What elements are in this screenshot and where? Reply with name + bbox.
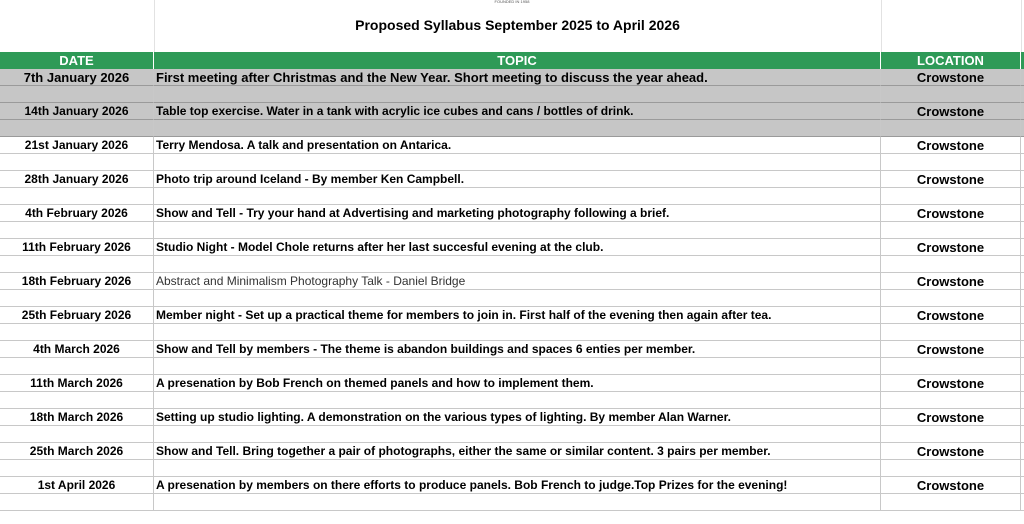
empty-cell	[154, 120, 881, 137]
spacer-row	[0, 120, 1024, 137]
empty-cell	[881, 188, 1021, 205]
empty-cell	[0, 426, 154, 443]
empty-cell	[154, 290, 881, 307]
grid-line	[881, 0, 882, 52]
spacer-row	[0, 324, 1024, 341]
empty-cell	[881, 120, 1021, 137]
topic-cell: Show and Tell. Bring together a pair of photographs, either the same or similar content. 3 pairs per member.	[154, 443, 881, 460]
location-column-header: LOCATION	[881, 52, 1021, 69]
location-cell: Crowstone	[881, 409, 1021, 426]
date-cell: 28th January 2026	[0, 171, 154, 188]
spacer-row	[0, 460, 1024, 477]
location-cell: Crowstone	[881, 205, 1021, 222]
empty-cell	[154, 188, 881, 205]
table-row	[0, 409, 1024, 426]
spacer-row	[0, 222, 1024, 239]
empty-cell	[881, 460, 1021, 477]
empty-cell	[0, 290, 154, 307]
empty-cell	[881, 256, 1021, 273]
empty-cell	[154, 86, 881, 103]
club-founded-text: FOUNDED IN 1958	[494, 0, 530, 4]
date-cell: 25th March 2026	[0, 443, 154, 460]
location-cell: Crowstone	[881, 341, 1021, 358]
empty-cell	[881, 222, 1021, 239]
syllabus-table	[0, 52, 1024, 511]
empty-cell	[154, 494, 881, 511]
table-body	[0, 69, 1024, 511]
empty-cell	[881, 358, 1021, 375]
date-cell: 14th January 2026	[0, 103, 154, 120]
table-row	[0, 375, 1024, 392]
empty-cell	[881, 154, 1021, 171]
date-cell: 1st April 2026	[0, 477, 154, 494]
topic-cell: Table top exercise. Water in a tank with acrylic ice cubes and cans / bottles of drink.	[154, 103, 881, 120]
table-row	[0, 171, 1024, 188]
topic-cell: First meeting after Christmas and the New Year. Short meeting to discuss the year ahead.	[154, 69, 881, 86]
location-cell: Crowstone	[881, 273, 1021, 290]
topic-cell: Setting up studio lighting. A demonstration on the various types of lighting. By member Alan Warner.	[154, 409, 881, 426]
date-cell: 18th February 2026	[0, 273, 154, 290]
empty-cell	[881, 324, 1021, 341]
table-row	[0, 341, 1024, 358]
date-cell: 18th March 2026	[0, 409, 154, 426]
topic-column-header: TOPIC	[154, 52, 881, 69]
empty-cell	[0, 222, 154, 239]
empty-cell	[0, 392, 154, 409]
empty-cell	[154, 460, 881, 477]
empty-cell	[154, 426, 881, 443]
date-column-header: DATE	[0, 52, 154, 69]
table-row	[0, 137, 1024, 154]
location-cell: Crowstone	[881, 375, 1021, 392]
location-cell: Crowstone	[881, 443, 1021, 460]
location-cell: Crowstone	[881, 307, 1021, 324]
empty-cell	[0, 460, 154, 477]
date-cell: 7th January 2026	[0, 69, 154, 86]
topic-cell: A presenation by Bob French on themed panels and how to implement them.	[154, 375, 881, 392]
spacer-row	[0, 494, 1024, 511]
empty-cell	[154, 324, 881, 341]
empty-cell	[0, 86, 154, 103]
topic-cell: Studio Night - Model Chole returns after her last succesful evening at the club.	[154, 239, 881, 256]
spacer-row	[0, 392, 1024, 409]
location-cell: Crowstone	[881, 103, 1021, 120]
empty-cell	[881, 494, 1021, 511]
location-cell: Crowstone	[881, 69, 1021, 86]
table-row	[0, 239, 1024, 256]
empty-cell	[154, 358, 881, 375]
topic-cell: Terry Mendosa. A talk and presentation on Antarica.	[154, 137, 881, 154]
table-row	[0, 307, 1024, 324]
empty-cell	[154, 222, 881, 239]
empty-cell	[154, 256, 881, 273]
spacer-row	[0, 426, 1024, 443]
empty-cell	[0, 358, 154, 375]
topic-cell: Abstract and Minimalism Photography Talk - Daniel Bridge	[154, 273, 881, 290]
empty-cell	[154, 392, 881, 409]
table-row	[0, 443, 1024, 460]
table-row	[0, 205, 1024, 222]
spacer-row	[0, 358, 1024, 375]
topic-cell: Show and Tell - Try your hand at Advertising and marketing photography following a brief.	[154, 205, 881, 222]
topic-cell: Show and Tell by members - The theme is abandon buildings and spaces 6 enties per member.	[154, 341, 881, 358]
empty-cell	[0, 188, 154, 205]
topic-cell: Photo trip around Iceland - By member Ken Campbell.	[154, 171, 881, 188]
empty-cell	[0, 494, 154, 511]
topic-cell: Member night - Set up a practical theme for members to join in. First half of the evening then again after tea.	[154, 307, 881, 324]
page-title: Proposed Syllabus September 2025 to April 2026	[355, 17, 680, 33]
empty-cell	[881, 86, 1021, 103]
empty-cell	[0, 324, 154, 341]
date-cell: 21st January 2026	[0, 137, 154, 154]
date-cell: 4th March 2026	[0, 341, 154, 358]
empty-cell	[0, 256, 154, 273]
empty-cell	[881, 392, 1021, 409]
date-cell: 11th February 2026	[0, 239, 154, 256]
table-row	[0, 69, 1024, 86]
spacer-row	[0, 86, 1024, 103]
empty-cell	[881, 290, 1021, 307]
location-cell: Crowstone	[881, 171, 1021, 188]
date-cell: 11th March 2026	[0, 375, 154, 392]
table-row	[0, 273, 1024, 290]
table-row	[0, 103, 1024, 120]
spacer-row	[0, 188, 1024, 205]
location-cell: Crowstone	[881, 477, 1021, 494]
empty-cell	[0, 154, 154, 171]
empty-cell	[0, 120, 154, 137]
location-cell: Crowstone	[881, 137, 1021, 154]
empty-cell	[881, 426, 1021, 443]
date-cell: 4th February 2026	[0, 205, 154, 222]
spacer-row	[0, 290, 1024, 307]
location-cell: Crowstone	[881, 239, 1021, 256]
empty-cell	[154, 154, 881, 171]
grid-line	[1021, 0, 1022, 52]
spacer-row	[0, 154, 1024, 171]
date-cell: 25th February 2026	[0, 307, 154, 324]
topic-cell: A presenation by members on there efforts to produce panels. Bob French to judge.Top Prizes for the evening!	[154, 477, 881, 494]
spacer-row	[0, 256, 1024, 273]
table-row	[0, 477, 1024, 494]
table-header	[0, 52, 1024, 69]
